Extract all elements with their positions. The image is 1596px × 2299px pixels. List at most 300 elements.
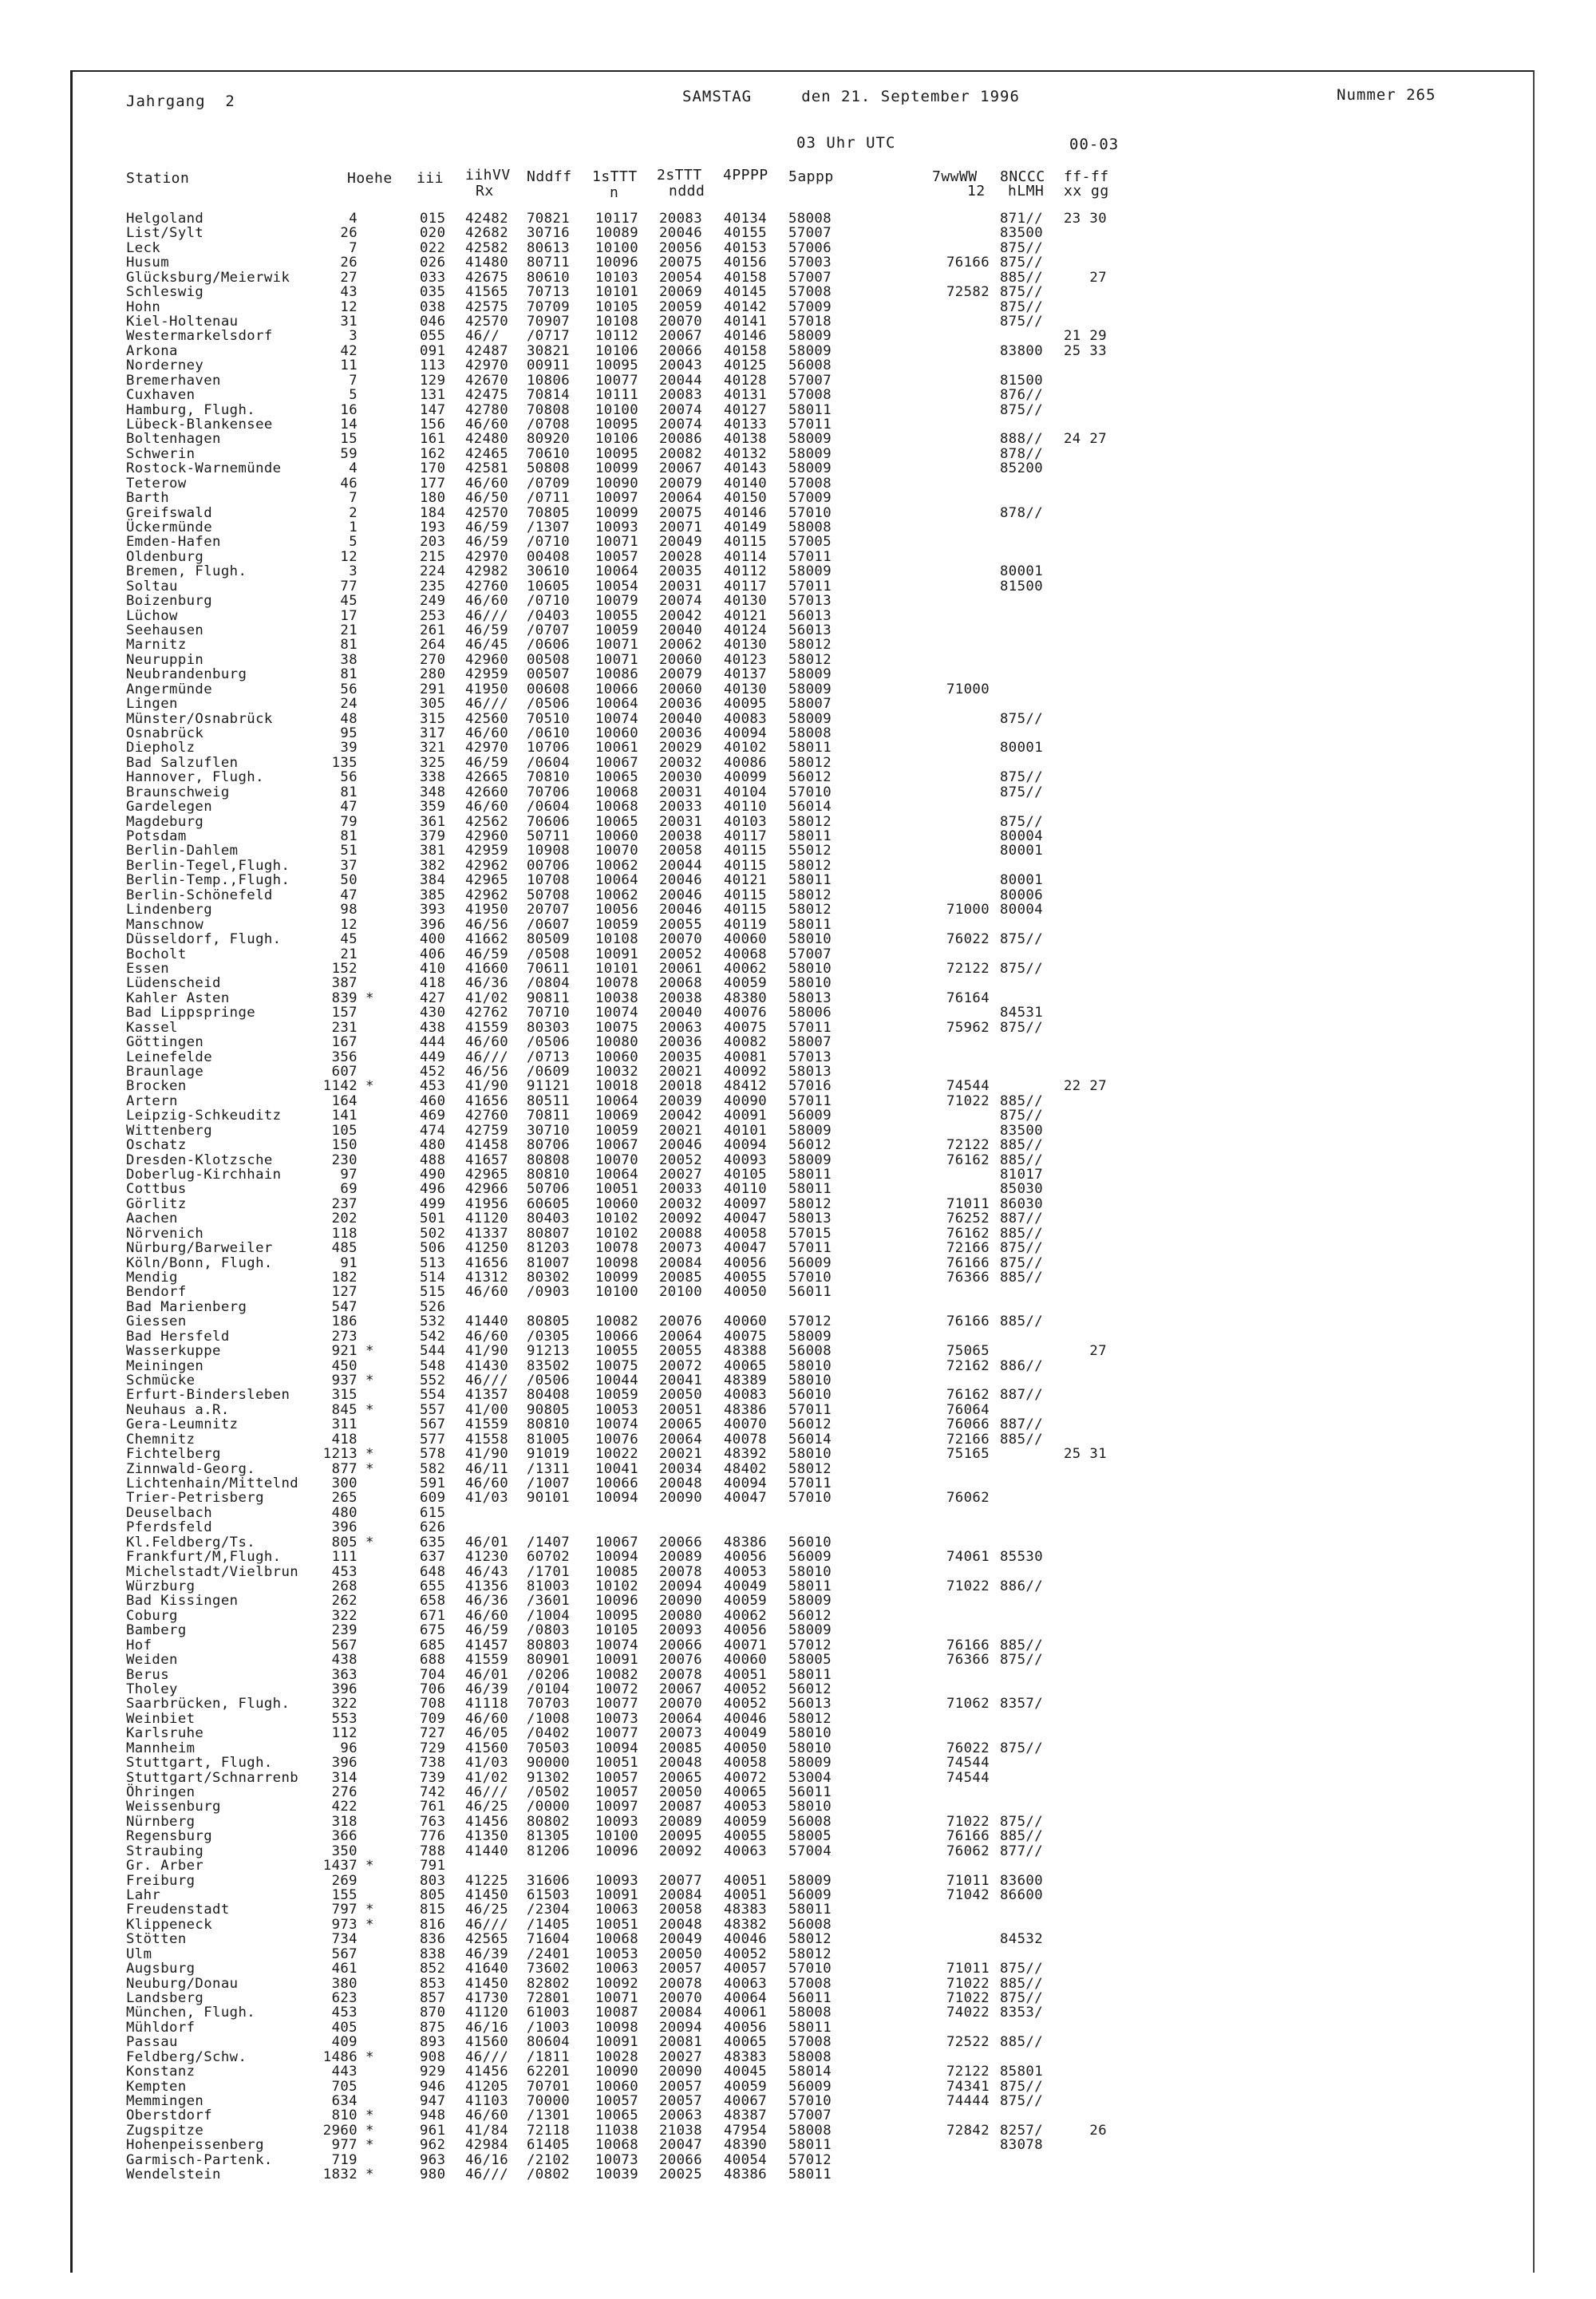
cell-ttt1: 10111 [595, 387, 639, 404]
cell-station-id: 557 [420, 1401, 446, 1418]
cell-ttt1: 10091 [595, 2034, 639, 2051]
cell-appp: 57010 [788, 784, 832, 800]
cell-iihvv: 46/60 [465, 1034, 509, 1051]
cell-nccc: 83078 [1000, 2137, 1044, 2154]
cell-station-name: Bamberg [126, 1622, 187, 1639]
cell-height: 921 [331, 1343, 358, 1360]
cell-height: 46 [340, 475, 358, 492]
cell-station-name: Bad Salzuflen [126, 754, 239, 771]
table-row [0, 682, 1516, 697]
cell-appp: 57007 [788, 225, 832, 242]
cell-pppp: 40056 [724, 1622, 768, 1639]
cell-height: 45 [340, 593, 358, 610]
cell-nccc: 885// [1000, 1137, 1044, 1154]
cell-height: 81 [340, 784, 358, 800]
cell-ttt1: 10051 [595, 1181, 639, 1198]
cell-iihvv: 41956 [465, 1195, 509, 1212]
cell-iihvv: 42475 [465, 387, 509, 404]
table-row [0, 271, 1516, 286]
cell-appp: 58007 [788, 1034, 832, 1051]
cell-height: 81 [340, 666, 358, 683]
cell-station-id: 396 [420, 916, 446, 933]
table-row [0, 314, 1516, 330]
table-row [0, 1211, 1516, 1227]
cell-ttt1: 10095 [595, 1607, 639, 1624]
cell-station-id: 496 [420, 1181, 446, 1198]
cell-ttt2: 20079 [659, 666, 703, 683]
table-row [0, 1314, 1516, 1329]
cell-pppp: 40156 [724, 255, 768, 271]
cell-nccc: 8357/ [1000, 1696, 1044, 1712]
cell-pppp: 40082 [724, 1034, 768, 1051]
cell-station-id: 261 [420, 622, 446, 639]
cell-nccc: 85030 [1000, 1181, 1044, 1198]
cell-appp: 58010 [788, 1372, 832, 1388]
cell-nddff: 50808 [527, 460, 571, 477]
cell-height: 315 [331, 1387, 358, 1404]
cell-station-name: Berlin-Schönefeld [126, 887, 273, 903]
cell-nddff: 80901 [527, 1652, 571, 1669]
cell-station-id: 315 [420, 710, 446, 727]
cell-appp: 56010 [788, 1534, 832, 1550]
cell-iihvv: 42760 [465, 1108, 509, 1124]
cell-www: 71022 [946, 1092, 990, 1109]
cell-station-name: Lüdenscheid [126, 975, 221, 992]
cell-iihvv: 46/16 [465, 2019, 509, 2036]
cell-pppp: 48386 [724, 1401, 768, 1418]
cell-pppp: 40146 [724, 328, 768, 345]
cell-ttt1: 10077 [595, 1696, 639, 1712]
cell-pppp: 40119 [724, 916, 768, 933]
cell-ttt1: 10098 [595, 1254, 639, 1271]
table-row [0, 1565, 1516, 1580]
cell-station-name: München, Flugh. [126, 2005, 256, 2021]
cell-station-id: 852 [420, 1961, 446, 1977]
cell-pppp: 40158 [724, 269, 768, 286]
cell-pppp: 40057 [724, 1961, 768, 1977]
cell-www: 76366 [946, 1269, 990, 1286]
cell-nddff: 70810 [527, 769, 571, 786]
cell-pppp: 40053 [724, 1563, 768, 1580]
cell-station-id: 046 [420, 314, 446, 330]
cell-ttt1: 10101 [595, 284, 639, 301]
cell-station-name: Passau [126, 2034, 178, 2051]
cell-ttt2: 20021 [659, 1063, 703, 1080]
cell-station-id: 853 [420, 1975, 446, 1992]
cell-nddff: 80511 [527, 1092, 571, 1109]
cell-pppp: 40053 [724, 1799, 768, 1815]
cell-nccc: 8257/ [1000, 2122, 1044, 2139]
cell-ttt2: 20021 [659, 1122, 703, 1139]
cell-iihvv: 46/59 [465, 1622, 509, 1639]
cell-www: 71011 [946, 1872, 990, 1889]
cell-station-name: Landsberg [126, 1990, 204, 2007]
cell-height: 405 [331, 2019, 358, 2036]
cell-iihvv: 41450 [465, 1887, 509, 1904]
cell-nccc: 876// [1000, 387, 1044, 404]
cell-appp: 57011 [788, 1019, 832, 1036]
cell-pppp: 40094 [724, 1137, 768, 1154]
cell-nccc: 875// [1000, 255, 1044, 271]
cell-nddff: /3601 [527, 1593, 571, 1610]
table-row [0, 859, 1516, 874]
table-row [0, 2005, 1516, 2021]
cell-station-id: 161 [420, 431, 446, 448]
table-row [0, 756, 1516, 771]
cell-pppp: 40058 [724, 1225, 768, 1242]
cell-ttt2: 20040 [659, 1005, 703, 1021]
cell-station-name: Seehausen [126, 622, 204, 639]
cell-station-name: Stötten [126, 1931, 187, 1948]
cell-iihvv: 46// [465, 328, 500, 345]
cell-station-id: 893 [420, 2034, 446, 2051]
cell-appp: 53004 [788, 1769, 832, 1786]
cell-www: 72582 [946, 284, 990, 301]
table-row [0, 2094, 1516, 2109]
cell-appp: 57015 [788, 1225, 832, 1242]
cell-nccc: 871// [1000, 211, 1044, 227]
cell-station-name: Kempten [126, 2078, 187, 2095]
table-row [0, 1579, 1516, 1594]
cell-ttt2: 20074 [659, 593, 703, 610]
cell-pppp: 40115 [724, 857, 768, 874]
cell-station-name: Rostock-Warnemünde [126, 460, 282, 477]
cell-nccc: 8353/ [1000, 2005, 1044, 2021]
cell-appp: 57008 [788, 2034, 832, 2051]
cell-ttt2: 20042 [659, 1108, 703, 1124]
cell-ttt1: 10071 [595, 1990, 639, 2007]
cell-station-name: Greifswald [126, 504, 213, 521]
cell-nddff: 81005 [527, 1431, 571, 1448]
cell-ttt1: 10102 [595, 1211, 639, 1227]
cell-nccc: 84532 [1000, 1931, 1044, 1948]
cell-iihvv: 46/// [465, 2167, 509, 2183]
cell-height: 350 [331, 1843, 358, 1859]
cell-ttt2: 20065 [659, 1416, 703, 1433]
cell-station-name: Weissenburg [126, 1799, 221, 1815]
cell-ttt2: 20058 [659, 843, 703, 859]
cell-station-id: 022 [420, 239, 446, 256]
cell-pppp: 40067 [724, 2093, 768, 2110]
cell-appp: 58009 [788, 1151, 832, 1168]
cell-nccc: 885// [1000, 1269, 1044, 1286]
cell-height: 461 [331, 1961, 358, 1977]
cell-www: 72162 [946, 1357, 990, 1374]
cell-ttt1: 10076 [595, 1431, 639, 1448]
cell-ttt2: 20057 [659, 1961, 703, 1977]
cell-nccc: 80006 [1000, 887, 1044, 903]
cell-ttt2: 20066 [659, 342, 703, 359]
cell-station-name: Konstanz [126, 2064, 196, 2080]
cell-pppp: 40112 [724, 563, 768, 580]
table-row [0, 697, 1516, 712]
cell-appp: 58013 [788, 990, 832, 1006]
cell-station-id: 513 [420, 1254, 446, 1271]
cell-iihvv: 42562 [465, 813, 509, 830]
cell-mountain-marker: * [365, 2048, 374, 2065]
cell-station-id: 836 [420, 1931, 446, 1948]
cell-height: 21 [340, 622, 358, 639]
cell-station-name: Berlin-Tegel,Flugh. [126, 857, 290, 874]
cell-station-name: Norderney [126, 357, 204, 374]
table-row [0, 1609, 1516, 1624]
cell-nccc: 875// [1000, 284, 1044, 301]
cell-station-name: Boizenburg [126, 593, 213, 610]
cell-pppp: 40130 [724, 593, 768, 610]
cell-ttt1: 10060 [595, 1195, 639, 1212]
cell-ttt2: 20071 [659, 519, 703, 536]
cell-nddff: 91121 [527, 1078, 571, 1095]
cell-height: 202 [331, 1211, 358, 1227]
cell-nccc: 86030 [1000, 1195, 1044, 1212]
cell-pppp: 40083 [724, 1387, 768, 1404]
cell-ttt2: 20031 [659, 813, 703, 830]
cell-appp: 58009 [788, 445, 832, 462]
cell-station-id: 381 [420, 843, 446, 859]
cell-ttt1: 10059 [595, 622, 639, 639]
cell-iihvv: 42660 [465, 784, 509, 800]
col-head-1sttt-n: n [610, 184, 619, 201]
cell-station-name: Nürnberg [126, 1813, 196, 1830]
table-row [0, 1977, 1516, 1992]
cell-www: 74022 [946, 2005, 990, 2021]
cell-appp: 57010 [788, 1269, 832, 1286]
cell-station-id: 469 [420, 1108, 446, 1124]
cell-height: 111 [331, 1549, 358, 1566]
cell-pppp: 40149 [724, 519, 768, 536]
cell-pppp: 40059 [724, 2078, 768, 2095]
cell-ttt2: 20060 [659, 681, 703, 697]
cell-www: 76062 [946, 1843, 990, 1859]
cell-ttt1: 10090 [595, 2064, 639, 2080]
cell-nddff: 91019 [527, 1446, 571, 1463]
cell-ff: 25 33 [1064, 342, 1108, 359]
table-row [0, 211, 1516, 227]
cell-iihvv: 41103 [465, 2093, 509, 2110]
table-row [0, 2035, 1516, 2050]
cell-appp: 58005 [788, 1828, 832, 1845]
cell-appp: 56008 [788, 357, 832, 374]
cell-height: 79 [340, 813, 358, 830]
cell-nccc: 80004 [1000, 902, 1044, 918]
cell-station-name: Mendig [126, 1269, 178, 1286]
cell-iihvv: 41/02 [465, 990, 509, 1006]
col-head-4pppp: 4PPPP [723, 167, 768, 184]
table-row [0, 888, 1516, 903]
cell-nddff: 80802 [527, 1813, 571, 1830]
cell-station-name: Oschatz [126, 1137, 187, 1154]
cell-station-id: 235 [420, 578, 446, 595]
cell-ttt2: 20078 [659, 1563, 703, 1580]
cell-station-id: 685 [420, 1637, 446, 1653]
cell-pppp: 40061 [724, 2005, 768, 2021]
table-row [0, 1256, 1516, 1271]
cell-station-name: Tholey [126, 1681, 178, 1697]
cell-mountain-marker: * [365, 1401, 374, 1418]
cell-nddff: 80711 [527, 255, 571, 271]
cell-station-id: 961 [420, 2122, 446, 2139]
cell-appp: 58009 [788, 681, 832, 697]
cell-nccc: 888// [1000, 431, 1044, 448]
cell-appp: 56009 [788, 2078, 832, 2095]
table-row [0, 550, 1516, 565]
cell-pppp: 40059 [724, 975, 768, 992]
cell-appp: 57012 [788, 1637, 832, 1653]
date-label: SAMSTAG den 21. September 1996 [682, 88, 1020, 105]
cell-height: 273 [331, 1328, 358, 1345]
cell-iihvv: 42570 [465, 504, 509, 521]
cell-ttt2: 20063 [659, 1019, 703, 1036]
cell-height: 150 [331, 1137, 358, 1154]
cell-station-name: Kahler Asten [126, 990, 230, 1006]
volume-label: Jahrgang 2 [126, 93, 235, 110]
cell-nccc: 885// [1000, 2034, 1044, 2051]
table-row [0, 1859, 1516, 1874]
cell-iihvv: 42966 [465, 1181, 509, 1198]
col-head-7wwww-12: 12 [967, 183, 986, 199]
cell-station-id: 704 [420, 1666, 446, 1683]
cell-ttt2: 20052 [659, 1151, 703, 1168]
cell-ttt2: 20041 [659, 1372, 703, 1388]
cell-appp: 58008 [788, 2122, 832, 2139]
cell-nddff: 70811 [527, 1108, 571, 1124]
cell-station-name: Hohenpeissenberg [126, 2137, 264, 2154]
cell-nccc: 85530 [1000, 1549, 1044, 1566]
cell-ttt1: 10082 [595, 1666, 639, 1683]
cell-nddff: /1405 [527, 1916, 571, 1933]
cell-iihvv: 46/59 [465, 622, 509, 639]
cell-nddff: /0802 [527, 2167, 571, 2183]
cell-nddff: /0508 [527, 946, 571, 962]
table-row [0, 1829, 1516, 1844]
cell-height: 356 [331, 1049, 358, 1065]
cell-ttt1: 10100 [595, 239, 639, 256]
cell-station-id: 838 [420, 1945, 446, 1962]
cell-ttt2: 20061 [659, 960, 703, 977]
cell-iihvv: 46/39 [465, 1681, 509, 1697]
cell-nddff: 83502 [527, 1357, 571, 1374]
cell-nddff: 10806 [527, 372, 571, 389]
cell-pppp: 48389 [724, 1372, 768, 1388]
cell-pppp: 40083 [724, 710, 768, 727]
cell-nccc: 80001 [1000, 843, 1044, 859]
cell-station-name: Ückermünde [126, 519, 213, 536]
table-row [0, 1285, 1516, 1300]
cell-station-id: 870 [420, 2005, 446, 2021]
cell-nddff: /1407 [527, 1534, 571, 1550]
cell-nddff: 80302 [527, 1269, 571, 1286]
cell-mountain-marker: * [365, 2107, 374, 2124]
cell-iihvv: 41480 [465, 255, 509, 271]
cell-nccc: 80004 [1000, 828, 1044, 845]
cell-height: 4 [349, 460, 358, 477]
cell-ttt2: 20063 [659, 2107, 703, 2124]
cell-height: 322 [331, 1696, 358, 1712]
table-row [0, 300, 1516, 315]
cell-height: 56 [340, 681, 358, 697]
cell-www: 76066 [946, 1416, 990, 1433]
cell-ttt2: 20087 [659, 1799, 703, 1815]
cell-appp: 58011 [788, 1578, 832, 1594]
col-head-ff: ff-ff [1064, 168, 1109, 185]
cell-iihvv: 41950 [465, 902, 509, 918]
cell-appp: 58005 [788, 1652, 832, 1669]
table-row [0, 785, 1516, 800]
cell-ttt1: 10064 [595, 1092, 639, 1109]
cell-station-id: 515 [420, 1284, 446, 1301]
cell-station-id: 578 [420, 1446, 446, 1463]
cell-pppp: 40121 [724, 607, 768, 624]
cell-iihvv: 42982 [465, 563, 509, 580]
col-head-ff-xx: xx gg [1064, 183, 1109, 199]
cell-appp: 56013 [788, 607, 832, 624]
cell-station-id: 637 [420, 1549, 446, 1566]
cell-station-name: Wendelstein [126, 2167, 221, 2183]
cell-nddff: /0506 [527, 1372, 571, 1388]
cell-height: 453 [331, 2005, 358, 2021]
table-row [0, 1947, 1516, 1962]
cell-nccc: 887// [1000, 1416, 1044, 1433]
cell-height: 105 [331, 1122, 358, 1139]
cell-ttt1: 10064 [595, 872, 639, 889]
cell-iihvv: 41312 [465, 1269, 509, 1286]
table-row [0, 1991, 1516, 2006]
cell-www: 76062 [946, 1490, 990, 1507]
cell-mountain-marker: * [365, 2137, 374, 2154]
cell-iihvv: 46/60 [465, 1284, 509, 1301]
table-row [0, 1050, 1516, 1065]
cell-appp: 58006 [788, 1005, 832, 1021]
cell-station-id: 384 [420, 872, 446, 889]
cell-station-name: Michelstadt/Vielbrun [126, 1563, 299, 1580]
cell-nddff: 72801 [527, 1990, 571, 2007]
cell-station-id: 480 [420, 1137, 446, 1154]
cell-iihvv: 42984 [465, 2137, 509, 2154]
cell-ttt2: 20090 [659, 2064, 703, 2080]
cell-pppp: 40115 [724, 843, 768, 859]
cell-ttt1: 10060 [595, 1049, 639, 1065]
cell-appp: 57011 [788, 548, 832, 565]
cell-iihvv: 41656 [465, 1254, 509, 1271]
cell-station-name: Hohn [126, 298, 161, 315]
cell-nddff: 80920 [527, 431, 571, 448]
cell-height: 77 [340, 578, 358, 595]
cell-appp: 57013 [788, 593, 832, 610]
table-row [0, 1094, 1516, 1109]
cell-height: 14 [340, 417, 358, 433]
cell-nddff: /0000 [527, 1799, 571, 1815]
cell-ttt1: 10102 [595, 1225, 639, 1242]
cell-nccc: 875// [1000, 1254, 1044, 1271]
cell-nddff: 61003 [527, 2005, 571, 2021]
cell-www: 76166 [946, 1313, 990, 1330]
cell-ttt2: 20075 [659, 504, 703, 521]
cell-nccc: 875// [1000, 298, 1044, 315]
cell-height: 135 [331, 754, 358, 771]
cell-pppp: 40065 [724, 1357, 768, 1374]
cell-nddff: /1701 [527, 1563, 571, 1580]
cell-appp: 58008 [788, 2005, 832, 2021]
table-row [0, 976, 1516, 991]
cell-iihvv: 42581 [465, 460, 509, 477]
cell-pppp: 40078 [724, 1431, 768, 1448]
cell-station-id: 253 [420, 607, 446, 624]
cell-nddff: /0607 [527, 916, 571, 933]
cell-appp: 58011 [788, 1181, 832, 1198]
cell-pppp: 48402 [724, 1460, 768, 1477]
table-row [0, 1344, 1516, 1359]
cell-www: 75962 [946, 1019, 990, 1036]
